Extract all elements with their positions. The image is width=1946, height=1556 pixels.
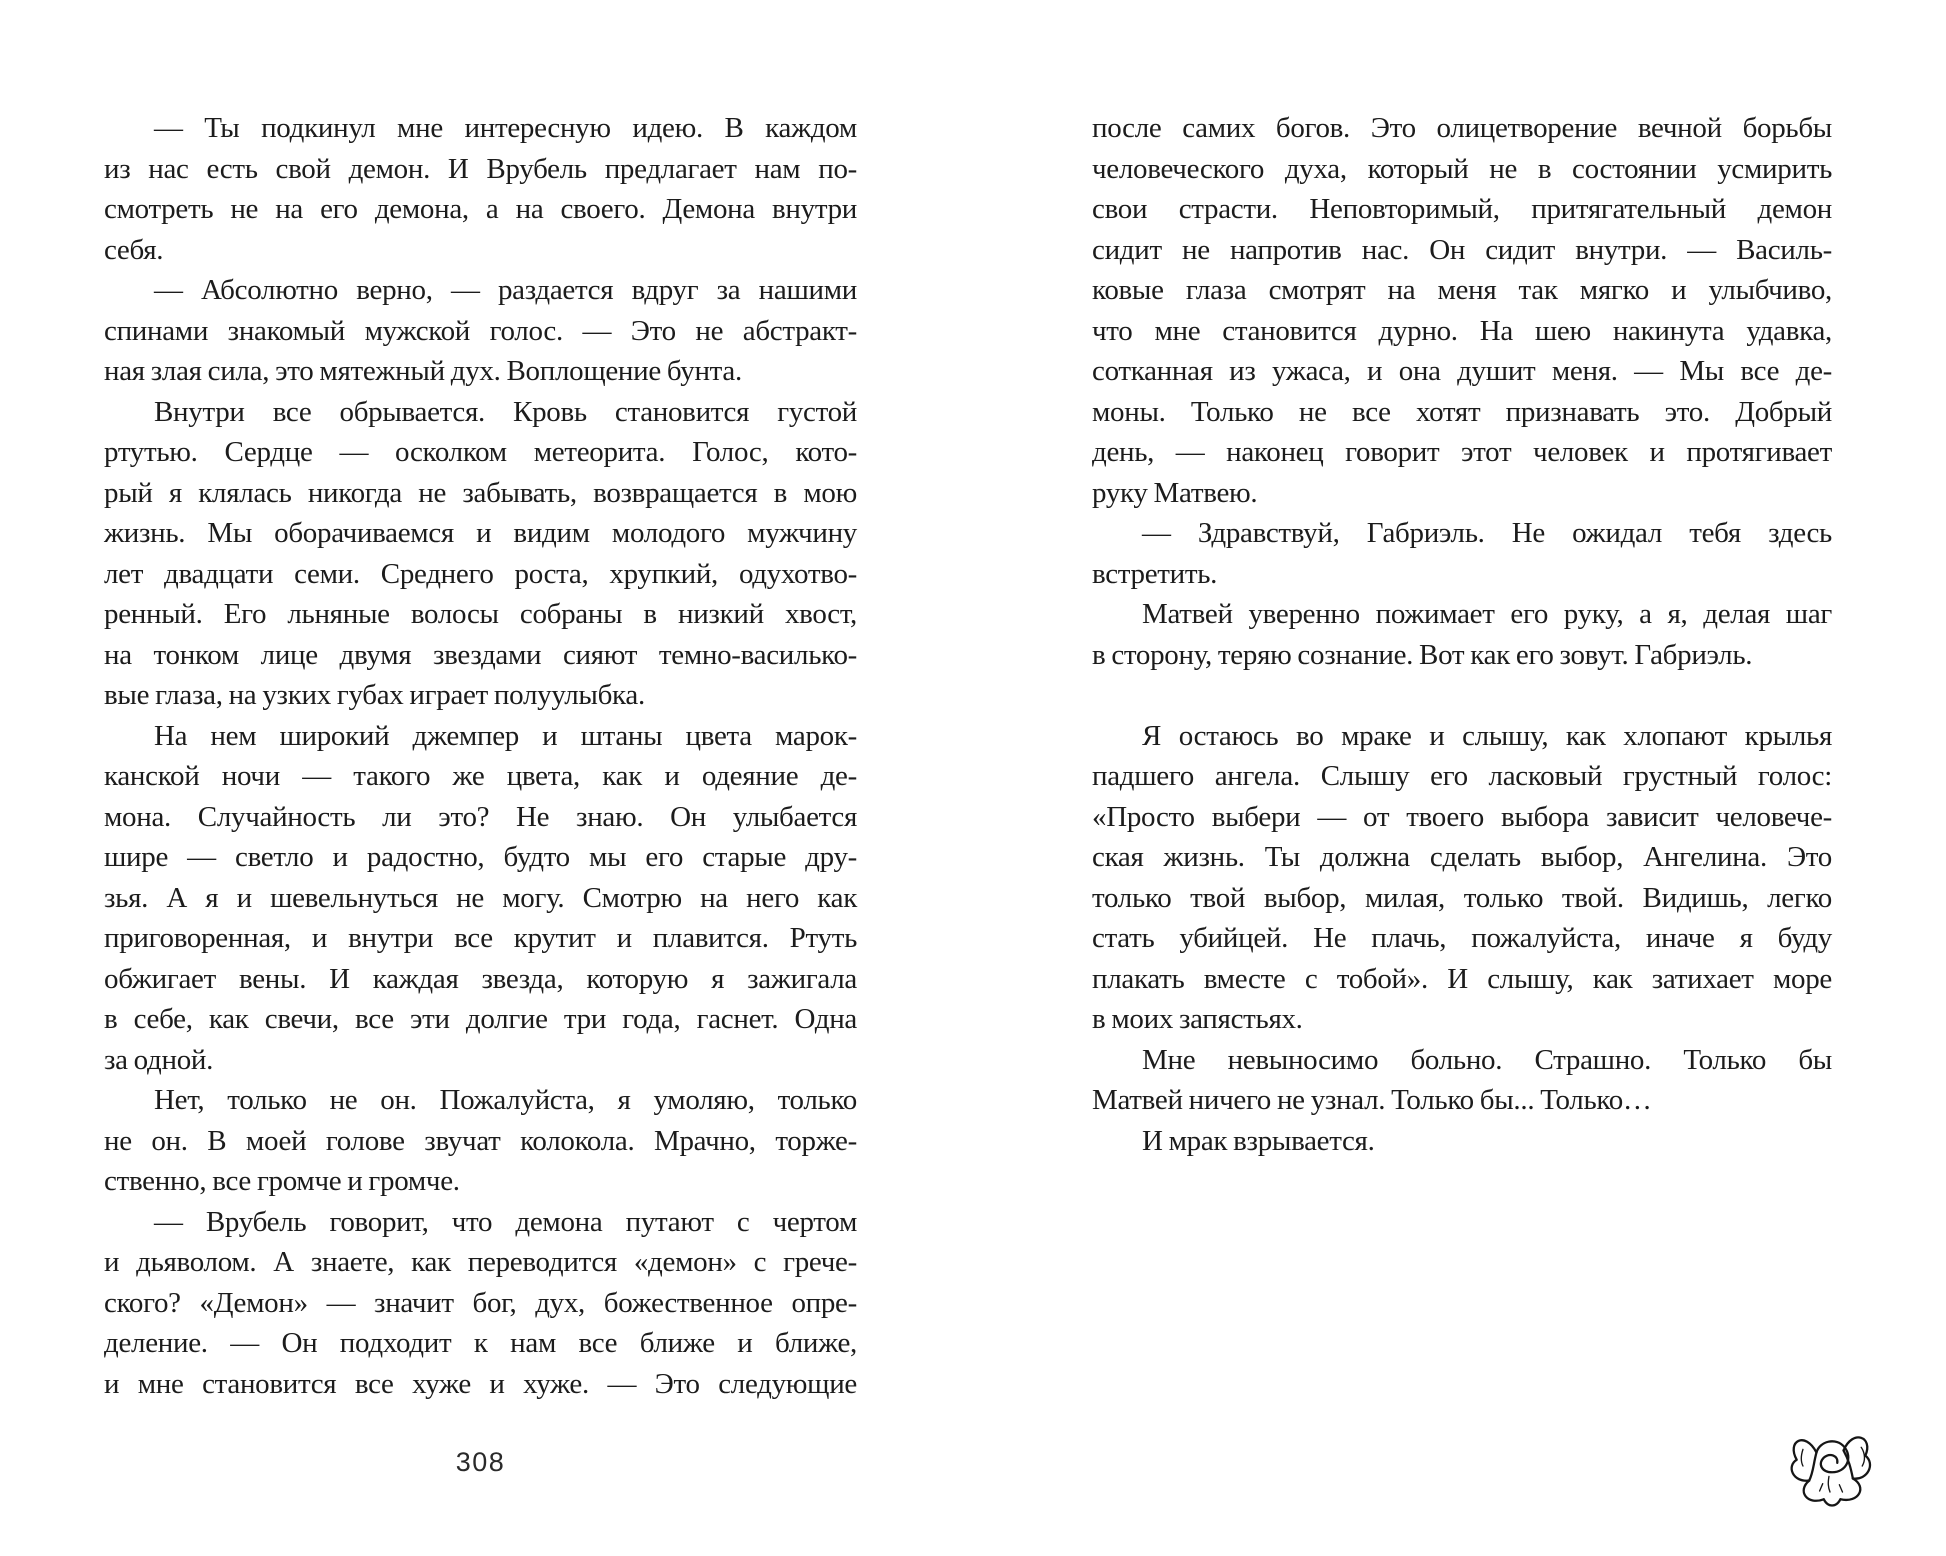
text-line: — Здравствуй, Габриэль. Не ожидал тебя здесь: [1142, 517, 1832, 549]
text-line: лет двадцати семи. Среднего роста, хрупкий, одухотво-: [104, 557, 857, 590]
text-line: — Ты подкинул мне интересную идею. В каждом: [154, 112, 857, 144]
text-line: на тонком лице двумя звездами сияют темно-василько-: [104, 638, 857, 671]
paragraph: [104, 1080, 857, 1202]
text-line: Я остаюсь во мраке и слышу, как хлопают крылья: [1142, 719, 1832, 752]
text-line: ренный. Его льняные волосы собраны в низкий хвост,: [104, 598, 857, 630]
text-line: падшего ангела. Слышу его ласковый грустный голос:: [1092, 760, 1832, 792]
paragraph: [1092, 513, 1832, 594]
text-line: после самих богов. Это олицетворение вечной борьбы: [1092, 112, 1832, 144]
paragraph: [1092, 1040, 1832, 1121]
text-line: в моих запястьях.: [1092, 1003, 1303, 1035]
text-line: жизнь. Мы оборачиваемся и видим молодого мужчину: [104, 517, 857, 549]
text-line: сотканная из ужаса, и она душит меня. — Мы все де-: [1092, 355, 1832, 387]
left-page-text: [104, 108, 857, 1404]
text-line: ртутью. Сердце — осколком метеорита. Голос, кото-: [104, 436, 857, 468]
paragraph: [104, 108, 857, 270]
text-line: мона. Случайность ли это? Не знаю. Он улыбается: [104, 800, 857, 833]
text-line: «Просто выбери — от твоего выбора зависит человече-: [1092, 800, 1832, 833]
text-line: канской ночи — такого же цвета, как и одеяние де-: [104, 760, 857, 792]
text-line: Нет, только не он. Пожалуйста, я умоляю, только: [154, 1084, 857, 1116]
paragraph: [1092, 594, 1832, 675]
text-line: руку Матвею.: [1092, 476, 1258, 509]
text-line: спинами знакомый мужской голос. — Это не абстракт-: [104, 314, 857, 347]
text-line: плакать вместе с тобой». И слышу, как затихает море: [1092, 962, 1832, 995]
text-line: сидит не напротив нас. Он сидит внутри. — Василь-: [1092, 233, 1832, 266]
text-line: моны. Только не все хотят признавать это. Добрый: [1092, 395, 1832, 428]
text-line: что мне становится дурно. На шею накинута удавка,: [1092, 314, 1832, 347]
text-line: ственно, все громче и громче.: [104, 1165, 460, 1197]
text-line: — Абсолютно верно, — раздается вдруг за нашими: [154, 274, 857, 306]
text-line: Матвей ничего не узнал. Только бы... Только…: [1092, 1084, 1652, 1116]
text-line: шире — светло и радостно, будто мы его старые дру-: [104, 841, 857, 873]
text-line: за одной.: [104, 1043, 214, 1076]
text-line: свои страсти. Неповторимый, притягательный демон: [1092, 193, 1832, 225]
text-line: На нем широкий джемпер и штаны цвета марок-: [154, 719, 857, 752]
text-line: ского? «Демон» — значит бог, дух, божественное опре-: [104, 1286, 857, 1319]
text-line: Мне невыносимо больно. Страшно. Только бы: [1142, 1043, 1832, 1076]
page-number: 308: [455, 1447, 506, 1477]
text-line: Матвей уверенно пожимает его руку, а я, делая шаг: [1142, 598, 1832, 630]
text-line: себя.: [104, 233, 164, 266]
paragraph: [1092, 716, 1832, 1040]
right-page-text: [1092, 108, 1832, 1161]
text-line: обжигает вены. И каждая звезда, которую я зажигала: [104, 962, 857, 995]
paragraph: [1092, 1121, 1832, 1162]
text-line: ская жизнь. Ты должна сделать выбор, Ангелина. Это: [1092, 841, 1832, 873]
paragraph: [104, 716, 857, 1081]
text-line: ковые глаза смотрят на меня так мягко и улыбчиво,: [1092, 274, 1832, 306]
paragraph: [104, 392, 857, 716]
text-line: деление. — Он подходит к нам все ближе и ближе,: [104, 1327, 857, 1359]
paragraph: [104, 1202, 857, 1405]
text-line: человеческого духа, который не в состоянии усмирить: [1092, 152, 1832, 185]
paragraph: [1092, 108, 1832, 513]
text-line: Внутри все обрывается. Кровь становится густой: [154, 395, 857, 428]
text-line: только твой выбор, милая, только твой. Видишь, легко: [1092, 881, 1832, 914]
text-line: И мрак взрывается.: [1142, 1124, 1375, 1157]
text-line: и мне становится все хуже и хуже. — Это следующие: [104, 1367, 857, 1400]
text-line: — Врубель говорит, что демона путают с чертом: [154, 1205, 857, 1238]
rose-illustration-icon: [1778, 1418, 1882, 1514]
section-break: [1092, 675, 1832, 716]
text-line: приговоренная, и внутри все крутит и плавится. Ртуть: [104, 922, 857, 954]
text-line: встретить.: [1092, 557, 1218, 590]
text-line: ная злая сила, это мятежный дух. Воплощение бунта.: [104, 355, 742, 387]
text-line: из нас есть свой демон. И Врубель предлагает нам по-: [104, 152, 857, 185]
text-line: рый я клялась никогда не забывать, возвращается в мою: [104, 476, 857, 509]
text-line: стать убийцей. Не плачь, пожалуйста, иначе я буду: [1092, 922, 1832, 954]
text-line: не он. В моей голове звучат колокола. Мрачно, торже-: [104, 1124, 857, 1157]
text-line: смотреть не на его демона, а на своего. Демона внутри: [104, 193, 857, 225]
text-line: в себе, как свечи, все эти долгие три года, гаснет. Одна: [104, 1003, 857, 1035]
text-line: зья. А я и шевельнуться не могу. Смотрю на него как: [104, 881, 857, 914]
text-line: день, — наконец говорит этот человек и протягивает: [1092, 436, 1832, 468]
paragraph: [104, 270, 857, 392]
text-line: вые глаза, на узких губах играет полуулыбка.: [104, 679, 645, 711]
text-line: и дьяволом. А знаете, как переводится «демон» с грече-: [104, 1246, 857, 1278]
text-line: в сторону, теряю сознание. Вот как его зовут. Габриэль.: [1092, 638, 1753, 671]
